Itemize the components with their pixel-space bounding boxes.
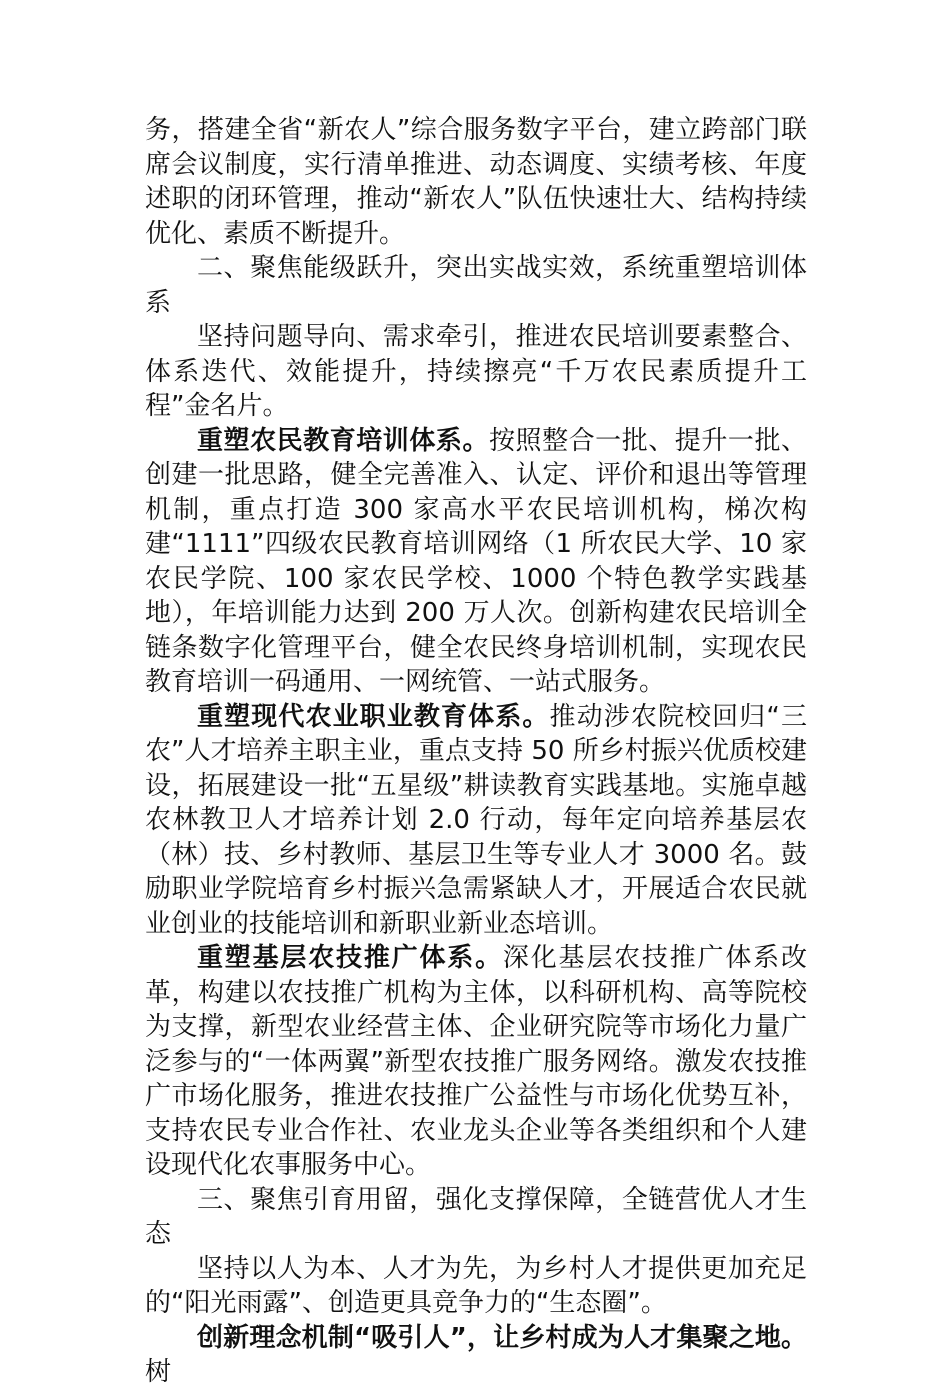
section-heading-3	[145, 1183, 807, 1252]
paragraph-text: 深化基层农技推广体系改革，构建以农技推广机构为主体，以科研机构、高等院校为支撑，新型农业经营主体、企业研究院等市场化力量广泛参与的“一体两翼”新型农技推广服务网络。激发农技推广市场化服务，推进农技推广公益性与市场化优势互补，支持农民专业合作社、农业龙头企业等各类组织和个人建设现代化农事服务中心。	[145, 943, 807, 1180]
paragraph-lead: 创新理念机制“吸引人”，让乡村成为人才集聚之地。	[197, 1322, 807, 1353]
section-intro-2	[145, 320, 807, 424]
heading-text: 三、聚焦引育用留，强化支撑保障，全链营优人才生态	[145, 1184, 807, 1249]
paragraph-lead: 重塑基层农技推广体系。	[197, 943, 503, 973]
paragraph-text: 树	[145, 1357, 172, 1387]
paragraph-lead: 重塑现代农业职业教育体系。	[197, 701, 550, 732]
paragraph-text: 推动涉农院校回归“三农”人才培养主职主业，重点支持 50 所乡村振兴优质校建设，拓展建设一批“五星级”耕读教育实践基地。实施卓越农林教卫人才培养计划 2.0 行动，每年定向培养基层农（林）技、乡村教师、基层卫生等专业人才 3000 名。鼓励职业学院培育乡村振兴急需紧缺人才，开展适合农民就业创业的技能培训和新职业新业态培训。	[145, 701, 807, 939]
paragraph-farmer-training	[145, 424, 807, 700]
section-intro-3	[145, 1252, 807, 1321]
paragraph-vocational-education	[145, 700, 807, 942]
paragraph-lead: 重塑农民教育培训体系。	[197, 425, 489, 456]
paragraph-attract-talent	[145, 1321, 807, 1390]
document-page	[145, 113, 807, 1390]
heading-text: 二、聚焦能级跃升，突出实战实效，系统重塑培训体系	[145, 253, 807, 318]
paragraph-continuation	[145, 113, 807, 251]
paragraph-text: 务，搭建全省“新农人”综合服务数字平台，建立跨部门联席会议制度，实行清单推进、动态调度、实绩考核、年度述职的闭环管理，推动“新农人”队伍快速壮大、结构持续优化、素质不断提升。	[145, 115, 807, 249]
paragraph-text: 坚持问题导向、需求牵引，推进农民培训要素整合、体系迭代、效能提升，持续擦亮“千万农民素质提升工程”金名片。	[145, 322, 807, 421]
paragraph-text: 坚持以人为本、人才为先，为乡村人才提供更加充足的“阳光雨露”、创造更具竞争力的“生态圈”。	[145, 1253, 807, 1318]
section-heading-2	[145, 251, 807, 320]
paragraph-text: 按照整合一批、提升一批、创建一批思路，健全完善准入、认定、评价和退出等管理机制，重点打造 300 家高水平农民培训机构，梯次构建“1111”四级农民教育培训网络（1 所农民大学、10 家农民学院、100 家农民学校、1000 个特色教学实践基地），年培训能力达到 200 万人次。创新构建农民培训全链条数字化管理平台，健全农民终身培训机制，实现农民教育培训一码通用、一网统管、一站式服务。	[145, 425, 807, 697]
paragraph-agri-extension	[145, 941, 807, 1183]
